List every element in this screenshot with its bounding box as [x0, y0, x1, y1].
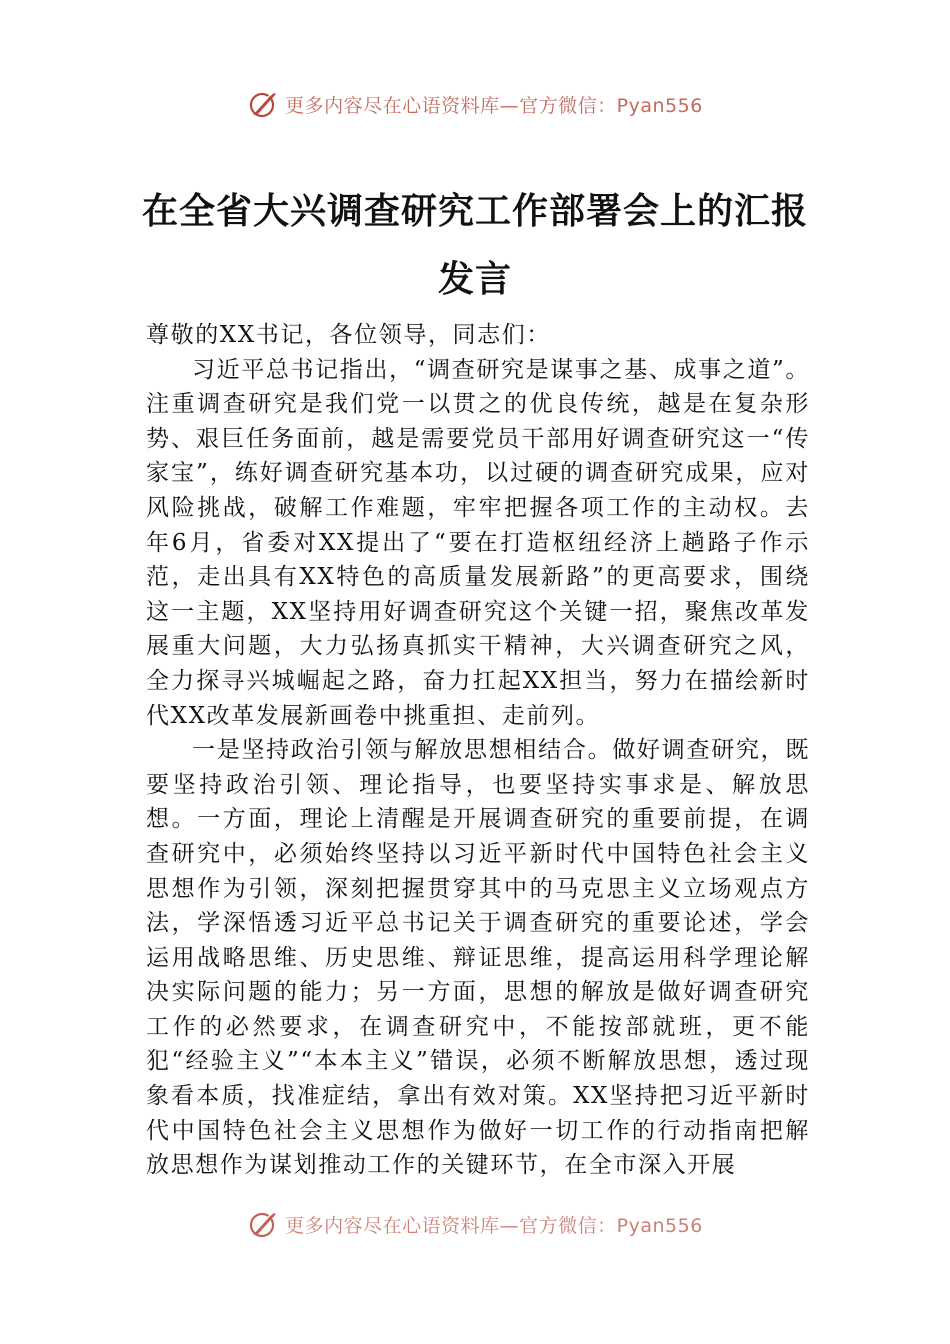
- paragraph-intro: 习近平总书记指出，“调查研究是谋事之基、成事之道”。注重调查研究是我们党一以贯之的优良传统，越是在复杂形势、艰巨任务面前，越是需要党员干部用好调查研究这一“传家宝”，练好调查研究基本功，以过硬的调查研究成果，应对风险挑战，破解工作难题，牢牢把握各项工作的主动权。去年6月，省委对XX提出了“要在打造枢纽经济上趟路子作示范，走出具有XX特色的高质量发展新路”的更高要求，围绕这一主题，XX坚持用好调查研究这个关键一招，聚焦改革发展重大问题，大力弘扬真抓实干精神，大兴调查研究之风，全力探寻兴城崛起之路，奋力扛起XX担当，努力在描绘新时代XX改革发展新画卷中挑重担、走前列。: [146, 356, 810, 729]
- document-body: [146, 318, 810, 1183]
- header-watermark: [0, 86, 950, 122]
- footer-watermark: [0, 1206, 950, 1242]
- feather-pen-logo-icon: [247, 1208, 279, 1240]
- watermark-text: 更多内容尽在心语资料库—官方微信：Pyan556: [285, 1214, 703, 1237]
- salutation: 尊敬的XX书记，各位领导，同志们：: [146, 322, 551, 348]
- feather-pen-logo-icon: [247, 88, 279, 120]
- title-line-2: 发言: [437, 259, 512, 300]
- paragraph-point-one: 一是坚持政治引领与解放思想相结合。做好调查研究，既要坚持政治引领、理论指导，也要坚持实事求是、解放思想。一方面，理论上清醒是开展调查研究的重要前提，在调查研究中，必须始终坚持以习近平新时代中国特色社会主义思想作为引领，深刻把握贯穿其中的马克思主义立场观点方法，学深悟透习近平总书记关于调查研究的重要论述，学会运用战略思维、历史思维、辩证思维，提高运用科学理论解决实际问题的能力；另一方面，思想的解放是做好调查研究工作的必然要求，在调查研究中，不能按部就班，更不能犯“经验主义”“本本主义”错误，必须不断解放思想，透过现象看本质，找准症结，拿出有效对策。XX坚持把习近平新时代中国特色社会主义思想作为做好一切工作的行动指南把解放思想作为谋划推动工作的关键环节，在全市深入开展: [146, 737, 810, 1179]
- document-title: [120, 178, 830, 314]
- watermark-text: 更多内容尽在心语资料库—官方微信：Pyan556: [285, 94, 703, 117]
- title-line-1: 在全省大兴调查研究工作部署会上的汇报: [141, 191, 808, 232]
